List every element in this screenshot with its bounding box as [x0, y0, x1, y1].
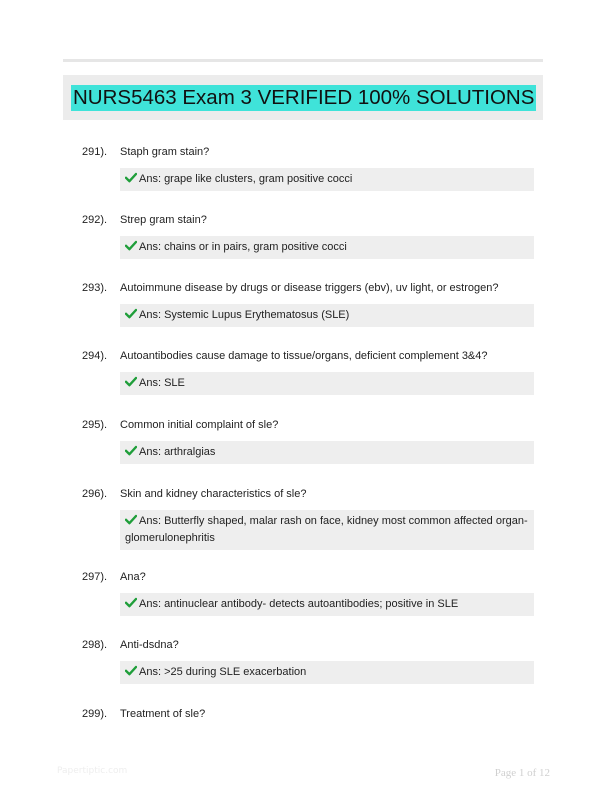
question-text: Autoimmune disease by drugs or disease triggers (ebv), uv light, or estrogen?: [120, 282, 499, 294]
answer-text: Ans: chains or in pairs, gram positive cocci: [139, 241, 347, 253]
title-panel: [63, 75, 543, 120]
question-text: Strep gram stain?: [120, 214, 207, 226]
question-number: 294).: [82, 350, 108, 362]
question-number: 296).: [82, 488, 108, 500]
question-text: Common initial complaint of sle?: [120, 419, 279, 431]
checkmark-icon: [125, 665, 137, 676]
question-text: Ana?: [120, 571, 146, 583]
answer-text: Ans: grape like clusters, gram positive cocci: [139, 173, 353, 185]
question-number: 292).: [82, 214, 108, 226]
question-number: 295).: [82, 419, 108, 431]
question-number: 291).: [82, 146, 108, 158]
answer-text: Ans: Butterfly shaped, malar rash on face, kidney most common affected organ-glomerulonephritis: [125, 515, 528, 544]
top-divider: [63, 59, 543, 62]
checkmark-icon: [125, 597, 137, 608]
question-text: Autoantibodies cause damage to tissue/organs, deficient complement 3&4?: [120, 350, 488, 362]
answer-box: [120, 304, 534, 327]
question-number: 293).: [82, 282, 108, 294]
checkmark-icon: [125, 172, 137, 183]
question-text: Staph gram stain?: [120, 146, 210, 158]
checkmark-icon: [125, 308, 137, 319]
footer-site-watermark: Papertiptic.com: [57, 766, 128, 776]
answer-box: [120, 372, 534, 395]
answer-text: Ans: >25 during SLE exacerbation: [139, 666, 307, 678]
answer-box: [120, 168, 534, 191]
question-number: 299).: [82, 708, 108, 720]
question-text: Anti-dsdna?: [120, 639, 179, 651]
checkmark-icon: [125, 514, 137, 525]
page-indicator: Page 1 of 12: [494, 767, 550, 779]
answer-box: [120, 661, 534, 684]
answer-text: Ans: arthralgias: [139, 446, 216, 458]
question-number: 297).: [82, 571, 108, 583]
question-number: 298).: [82, 639, 108, 651]
answer-text: Ans: SLE: [139, 377, 185, 389]
answer-box: [120, 441, 534, 464]
question-text: Skin and kidney characteristics of sle?: [120, 488, 307, 500]
checkmark-icon: [125, 376, 137, 387]
question-text: Treatment of sle?: [120, 708, 206, 720]
checkmark-icon: [125, 445, 137, 456]
checkmark-icon: [125, 240, 137, 251]
answer-text: Ans: Systemic Lupus Erythematosus (SLE): [139, 309, 350, 321]
answer-box: [120, 510, 534, 550]
answer-text: Ans: antinuclear antibody- detects autoantibodies; positive in SLE: [139, 598, 459, 610]
document-title: NURS5463 Exam 3 VERIFIED 100% SOLUTIONS: [73, 86, 535, 109]
answer-box: [120, 593, 534, 616]
answer-box: [120, 236, 534, 259]
